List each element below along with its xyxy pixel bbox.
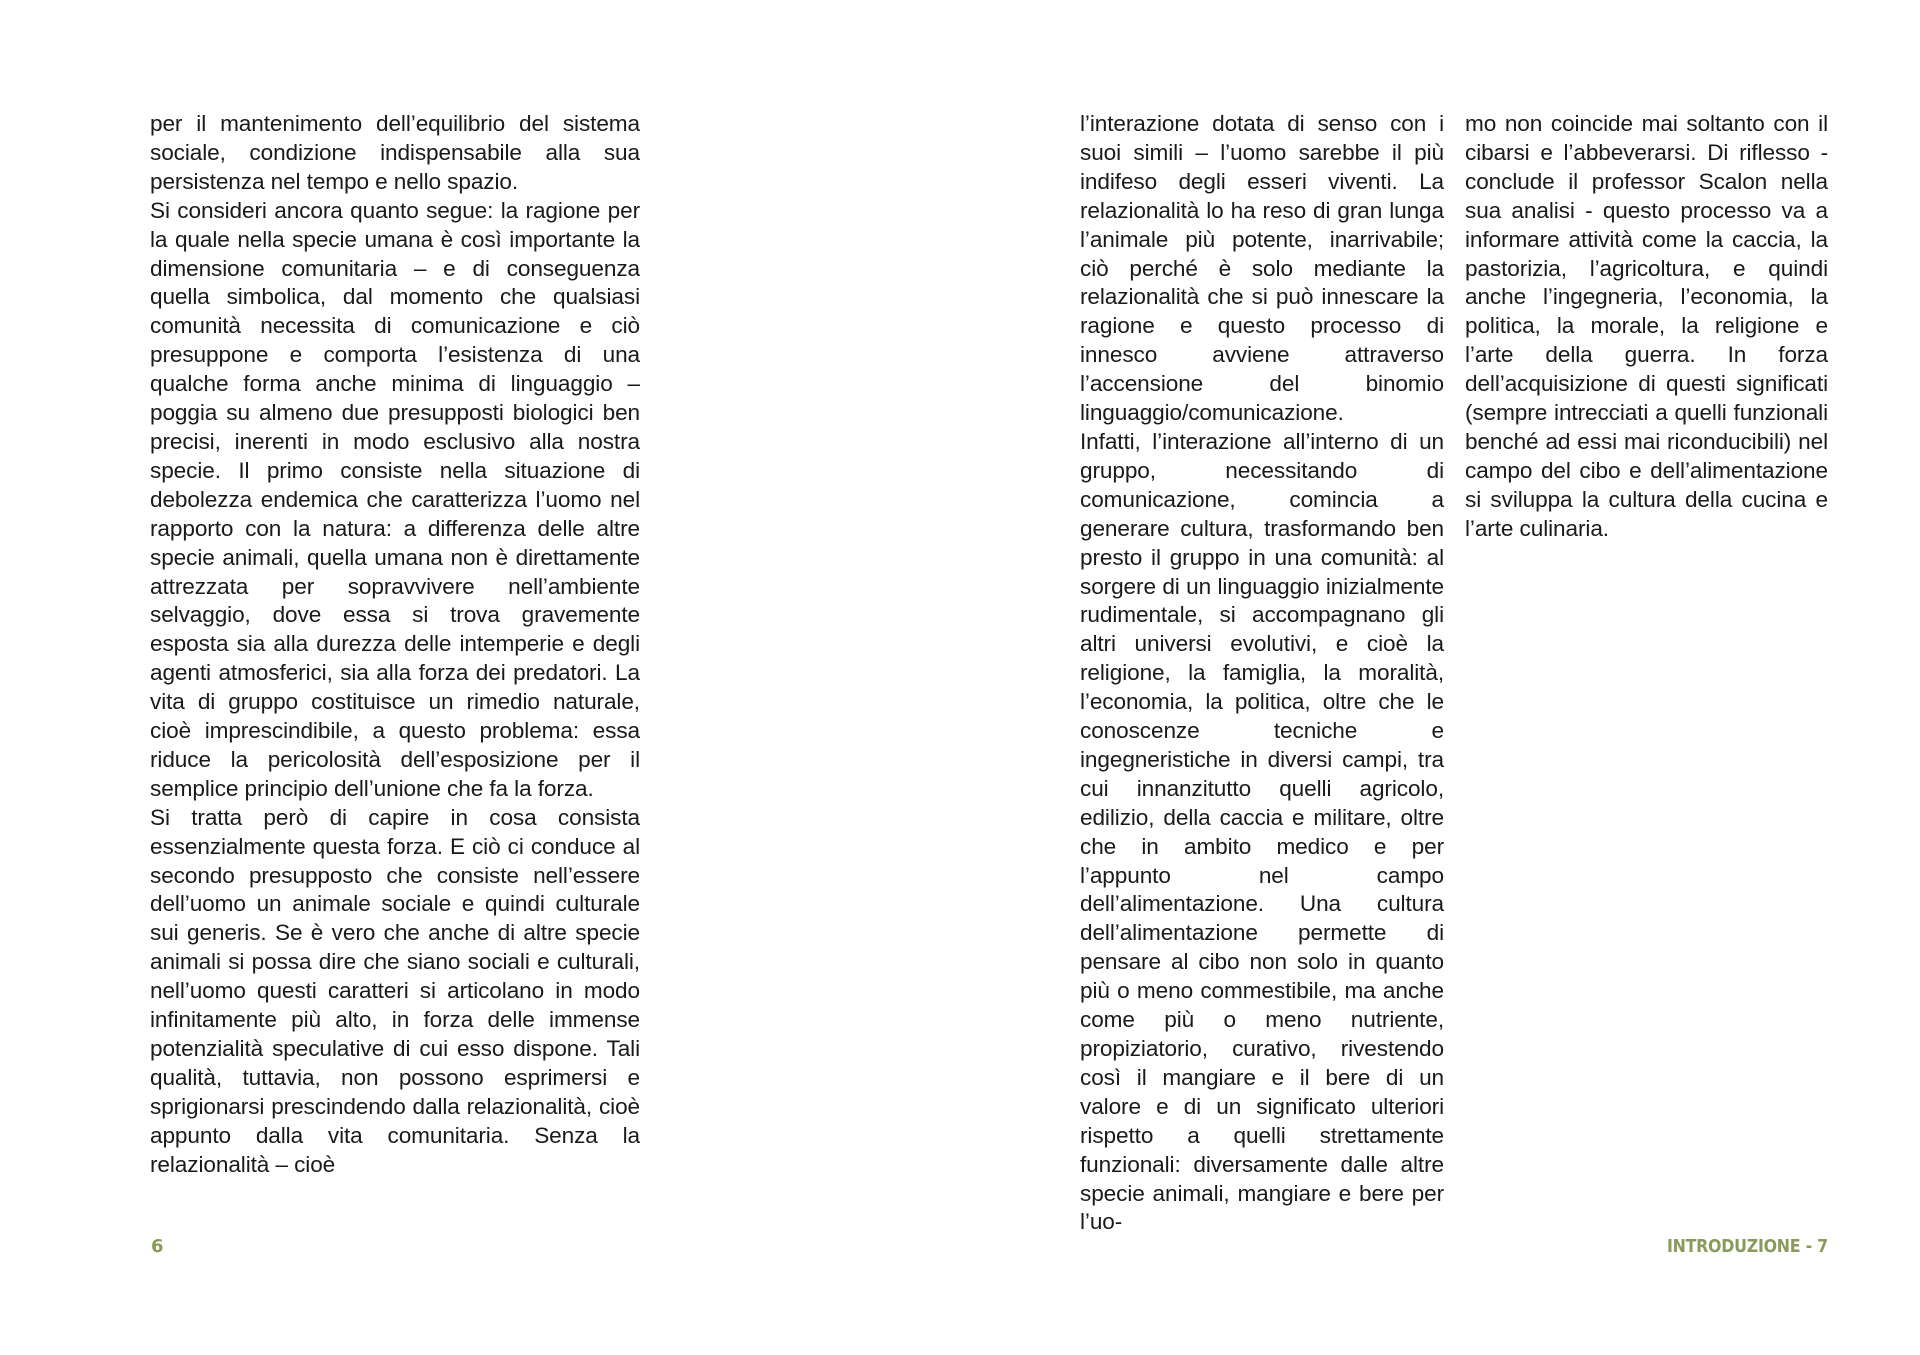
right-page-text-column-1 bbox=[1080, 110, 1444, 1237]
left-paragraph-1: per il mantenimento dell’equilibrio del sistema sociale, condizione indispensabile alla sua persistenza nel tempo e nello spazio. bbox=[150, 111, 640, 194]
left-page-number: 6 bbox=[151, 1236, 164, 1257]
right-col2-paragraph-1: mo non coincide mai soltanto con il cibarsi e l’abbeverarsi. Di riflesso - conclude il professor Scalon nella sua analisi - questo processo va a informare attività come la caccia, la pastorizia, l’agricoltura, e quindi anche l’ingegneria, l’economia, la politica, la morale, la religione e l’arte della guerra. In forza dell’acquisizione di questi significati (sempre intrecciati a quelli funzionali benché ad essi mai riconducibili) nel campo del cibo e dell’alimentazione si sviluppa la cultura della cucina e l’arte culinaria. bbox=[1465, 111, 1828, 541]
right-running-footer: INTRODUZIONE - 7 bbox=[1667, 1236, 1828, 1257]
right-col1-paragraph-1: l’interazione dotata di senso con i suoi simili – l’uomo sarebbe il più indifeso degli esseri viventi. La relazionalità lo ha reso di gran lunga l’animale più potente, inarrivabile; ciò perché è solo mediante la relazionalità che si può innescare la ragione e questo processo di innesco avviene attraverso l’accensione del binomio linguaggio/comunicazione. bbox=[1080, 111, 1444, 426]
left-paragraph-2: Si consideri ancora quanto segue: la ragione per la quale nella specie umana è così importante la dimensione comunitaria – e di conseguenza quella simbolica, dal momento che qualsiasi comunità necessita di comunicazione e ciò presuppone e comporta l’esistenza di una qualche forma anche minima di linguaggio – poggia su almeno due presupposti biologici ben precisi, inerenti in modo esclusivo alla nostra specie. Il primo consiste nella situazione di debolezza endemica che caratterizza l’uomo nel rapporto con la natura: a differenza delle altre specie animali, quella umana non è direttamente attrezzata per sopravvivere nell’ambiente selvaggio, dove essa si trova gravemente esposta sia alla durezza delle intemperie e degli agenti atmosferici, sia alla forza dei predatori. La vita di gruppo costituisce un rimedio naturale, cioè imprescindibile, a questo problema: essa riduce la pericolosità dell’esposizione per il semplice principio dell’unione che fa la forza. bbox=[150, 197, 640, 801]
right-page-text-column-2 bbox=[1465, 110, 1828, 544]
left-paragraph-3: Si tratta però di capire in cosa consista essenzialmente questa forza. E ciò ci conduce al secondo presupposto che consiste nell’essere dell’uomo un animale sociale e quindi culturale sui generis. Se è vero che anche di altre specie animali si possa dire che siano sociali e culturali, nell’uomo questi caratteri si articolano in modo infinitamente più alto, in forza delle immense potenzialità speculative di cui esso dispone. Tali qualità, tuttavia, non possono esprimersi e sprigionarsi prescindendo dalla relazionalità, cioè appunto dalla vita comunitaria. Senza la relazionalità – cioè bbox=[150, 804, 640, 1177]
left-page-text-column bbox=[150, 110, 640, 1180]
right-col1-paragraph-2: Infatti, l’interazione all’interno di un gruppo, necessitando di comunicazione, comincia a generare cultura, trasformando ben presto il gruppo in una comunità: al sorgere di un linguaggio inizialmente rudimentale, si accompagnano gli altri universi evolutivi, e cioè la religione, la famiglia, la moralità, l’economia, la politica, oltre che le conoscenze tecniche e ingegneristiche in diversi campi, tra cui innanzitutto quelli agricolo, edilizio, della caccia e militare, oltre che in ambito medico e per l’appunto nel campo dell’alimentazione. Una cultura dell’alimentazione permette di pensare al cibo non solo in quanto più o meno commestibile, ma anche come più o meno nutriente, propiziatorio, curativo, rivestendo così il mangiare e il bere di un valore e di un significato ulteriori rispetto a quelli strettamente funzionali: diversamente dalle altre specie animali, mangiare e bere per l’uo- bbox=[1080, 428, 1444, 1235]
